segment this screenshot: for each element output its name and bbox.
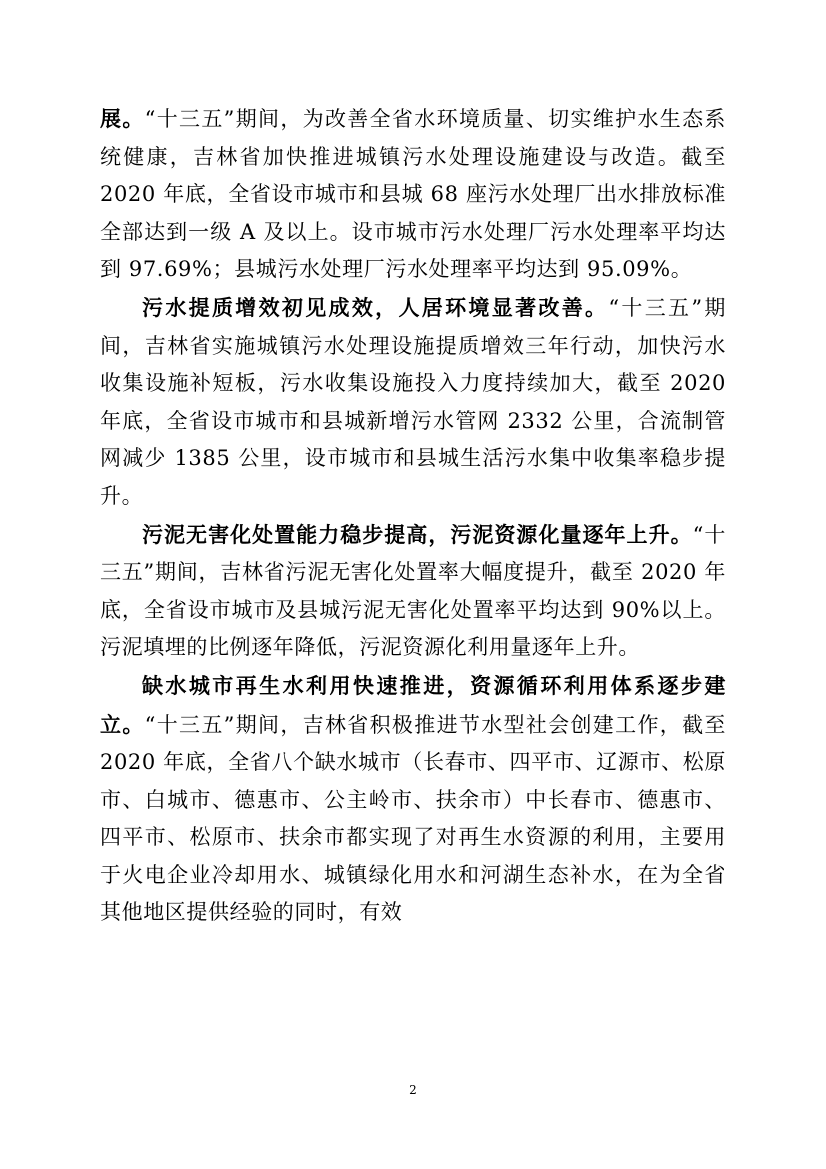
paragraph-4 — [100, 667, 726, 932]
paragraph-1 — [100, 100, 726, 289]
paragraph-2-body: “十三五”期间，吉林省实施城镇污水处理设施提质增效三年行动，加快污水收集设施补短板，污水收集设施投入力度持续加大，截至 2020 年底，全省设市城市和县城新增污水管网 2332 公里，合流制管网减少 1385 公里，设市城市和县城生活污水集中收集率稳步提升。 — [100, 295, 726, 508]
paragraph-2 — [100, 289, 726, 516]
paragraph-1-body: “十三五”期间，为改善全省水环境质量、切实维护水生态系统健康，吉林省加快推进城镇污水处理设施建设与改造。截至 2020 年底，全省设市城市和县城 68 座污水处理厂出水排放标准全部达到一级 A 及以上。设市城市污水处理厂污水处理率平均达到 97.69%；县城污水处理厂污水处理率平均达到 95.09%。 — [100, 107, 726, 282]
paragraph-3 — [100, 516, 726, 667]
paragraph-3-lead: 污泥无害化处置能力稳步提高，污泥资源化量逐年上升。 — [142, 521, 693, 547]
paragraph-2-lead: 污水提质增效初见成效，人居环境显著改善。 — [142, 294, 609, 320]
paragraph-1-lead: 展。 — [100, 106, 145, 131]
paragraph-4-lead: 缺水城市再生水利用快速推进，资源循环利用体系逐步建立。 — [100, 672, 726, 737]
paragraph-4-body: “十三五”期间，吉林省积极推进节水型社会创建工作，截至 2020 年底，全省八个缺水城市（长春市、四平市、辽源市、松原市、白城市、德惠市、公主岭市、扶余市）中长春市、德惠市、四平市、松原市、扶余市都实现了对再生水资源的利用，主要用于火电企业冷却用水、城镇绿化用水和河湖生态补水，在为全省其他地区提供经验的同时，有效 — [100, 712, 726, 925]
body-text — [100, 100, 726, 932]
page-number: 2 — [409, 1083, 417, 1097]
paragraph-3-body: “十三五”期间，吉林省污泥无害化处置率大幅度提升，截至 2020 年底，全省设市城市及县城污泥无害化处置率平均达到 90%以上。污泥填埋的比例逐年降低，污泥资源化利用量逐年上升。 — [100, 522, 727, 660]
